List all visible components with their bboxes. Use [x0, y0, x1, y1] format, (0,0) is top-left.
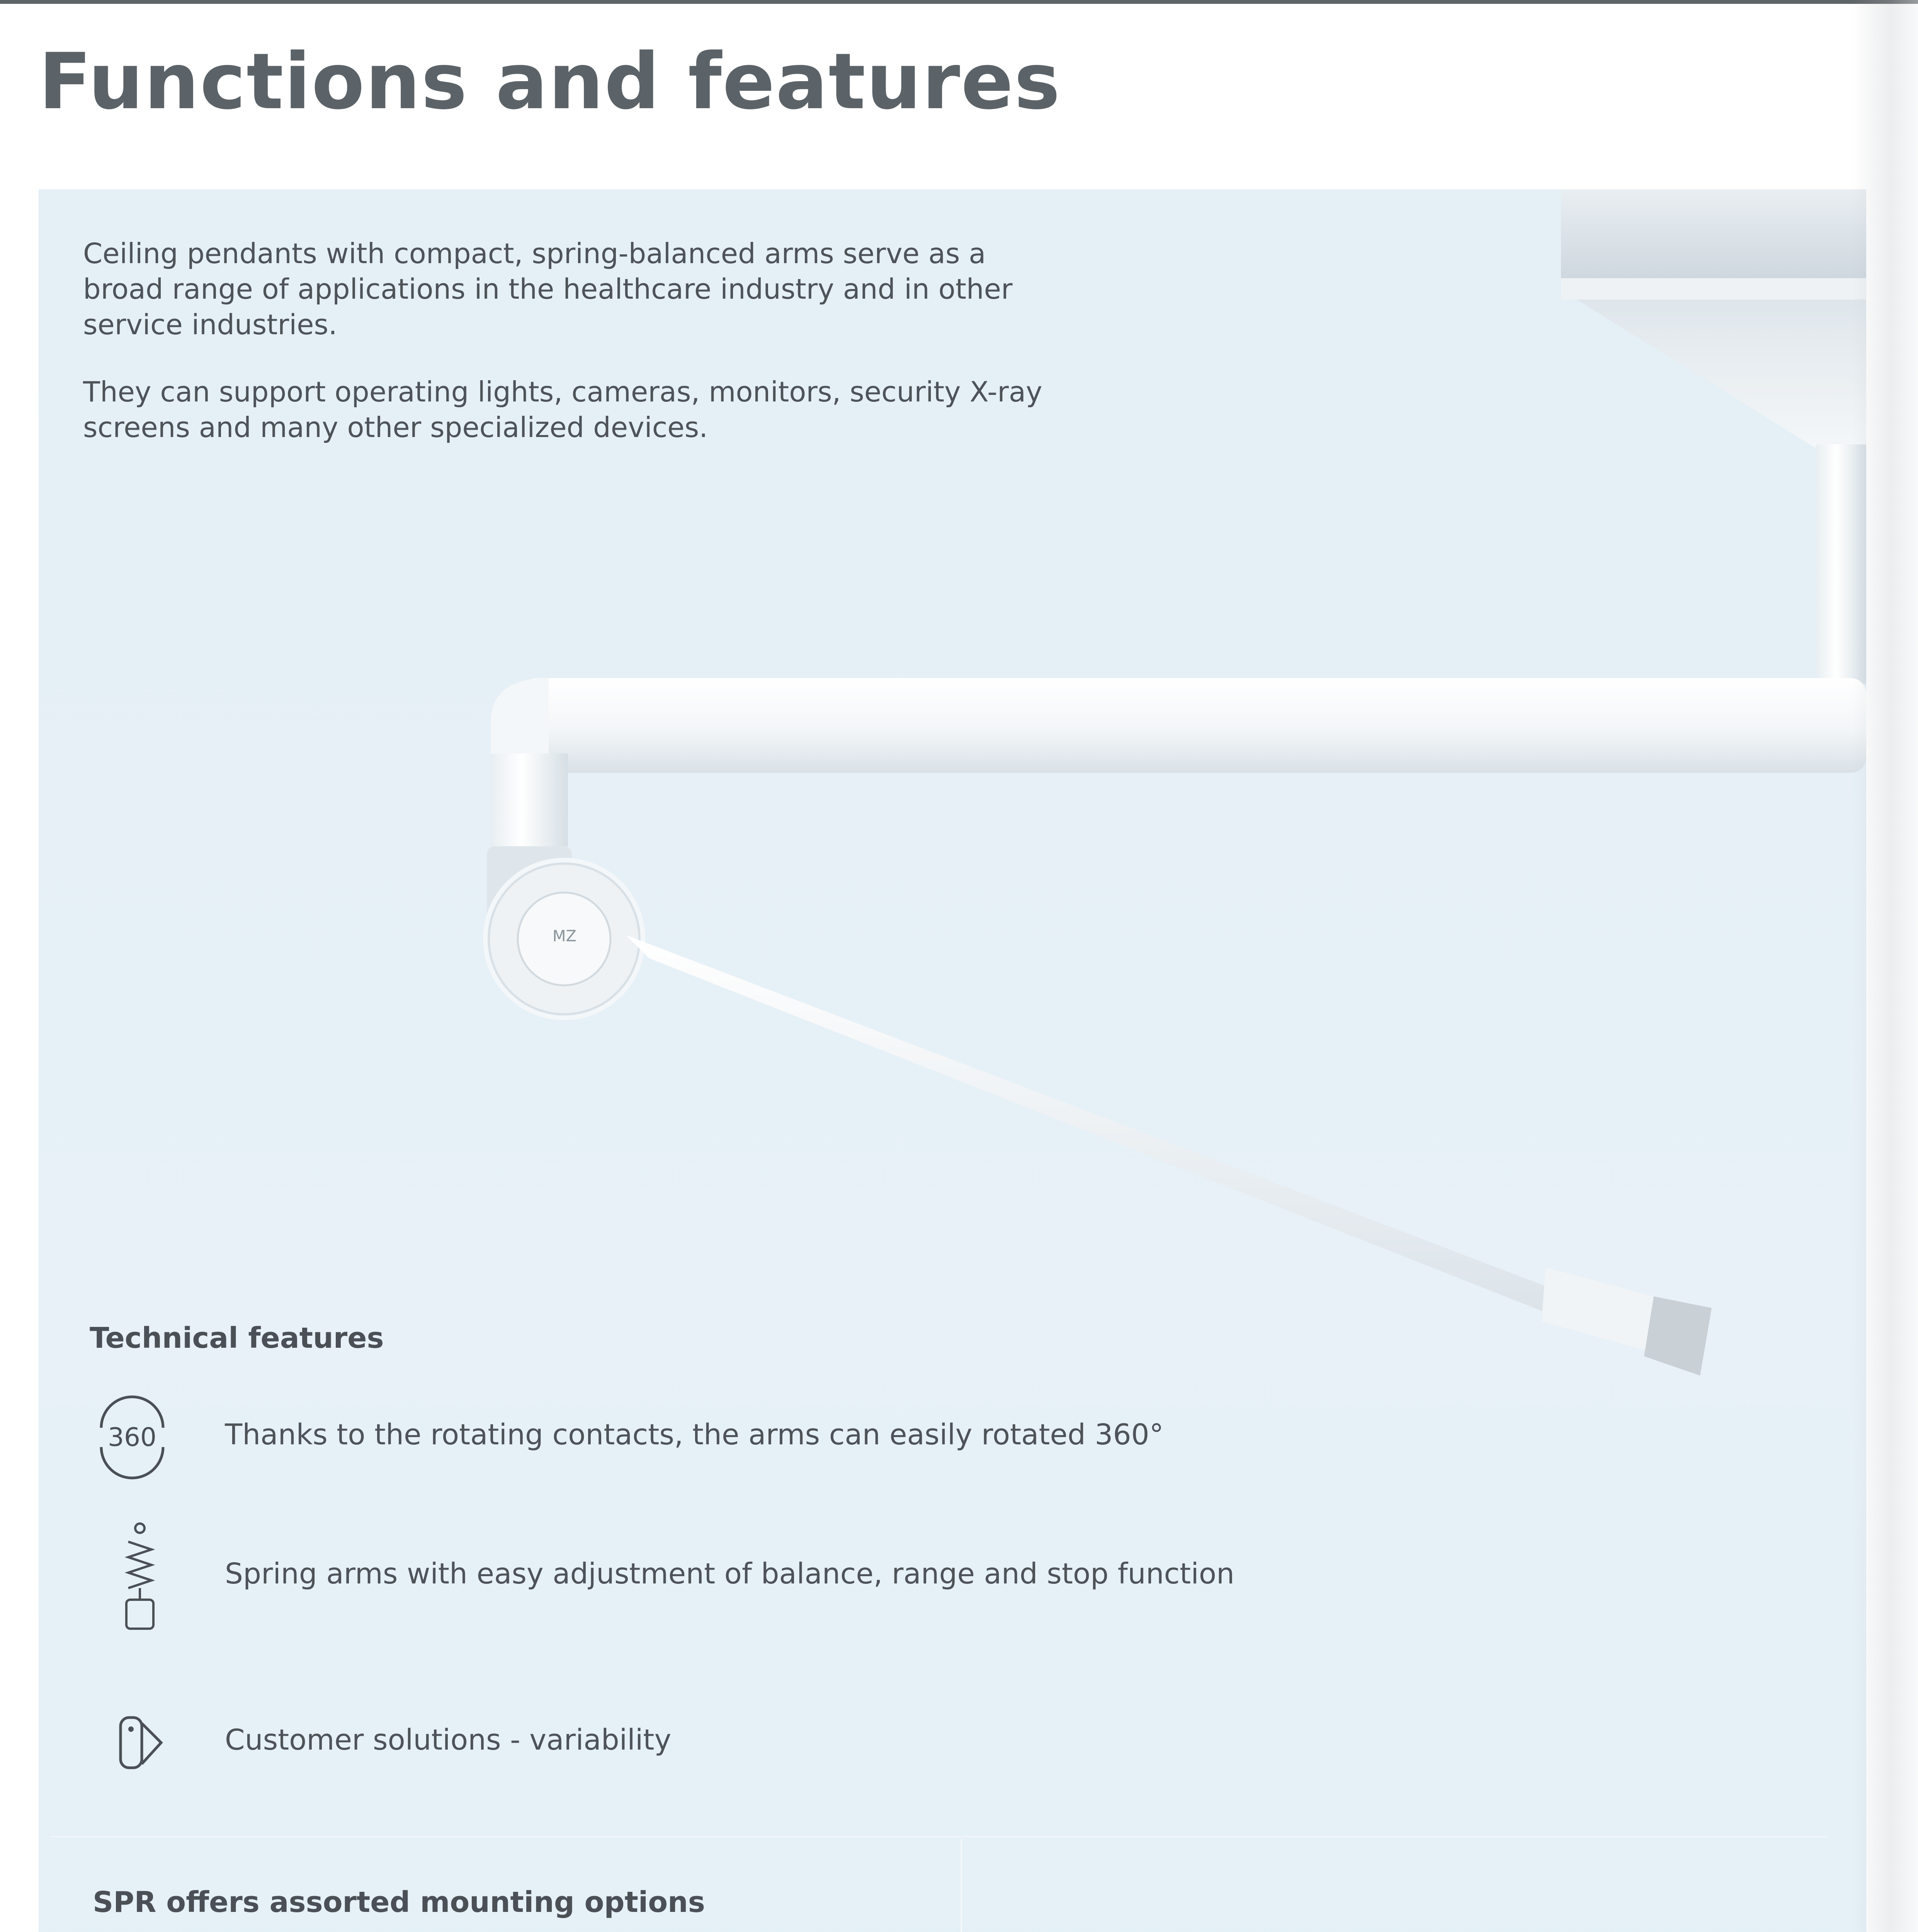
feature-item	[90, 1391, 1558, 1484]
feature-text: Spring arms with easy adjustment of balance, range and stop function	[225, 1557, 1234, 1590]
rotation-360-icon-label: 360	[108, 1422, 156, 1452]
spring-weight-icon	[90, 1519, 175, 1634]
intro-paragraph-1: Ceiling pendants with compact, spring-balanced arms serve as a broad range of applications in the healthcare industry and in other service industries.	[83, 237, 1013, 341]
rotation-360-icon	[90, 1391, 175, 1484]
section-divider	[50, 1836, 1828, 1837]
page-edge-shadow	[1851, 0, 1918, 1932]
feature-item	[90, 1696, 1558, 1789]
technical-features-heading: Technical features	[90, 1321, 384, 1355]
intro-paragraph-2: They can support operating lights, cameras, monitors, security X-ray screens and many other specialized devices.	[83, 376, 1042, 444]
column-divider	[961, 1839, 962, 1932]
custom-solution-icon	[90, 1696, 175, 1789]
feature-text: Thanks to the rotating contacts, the arms can easily rotated 360°	[225, 1418, 1164, 1451]
mounting-options-heading: SPR offers assorted mounting options	[93, 1886, 705, 1919]
arm-logo: MZ	[553, 927, 576, 945]
feature-item	[90, 1530, 1558, 1623]
intro-text	[83, 236, 1057, 477]
page-title: Functions and features	[39, 37, 1061, 127]
feature-text: Customer solutions - variability	[225, 1723, 672, 1757]
